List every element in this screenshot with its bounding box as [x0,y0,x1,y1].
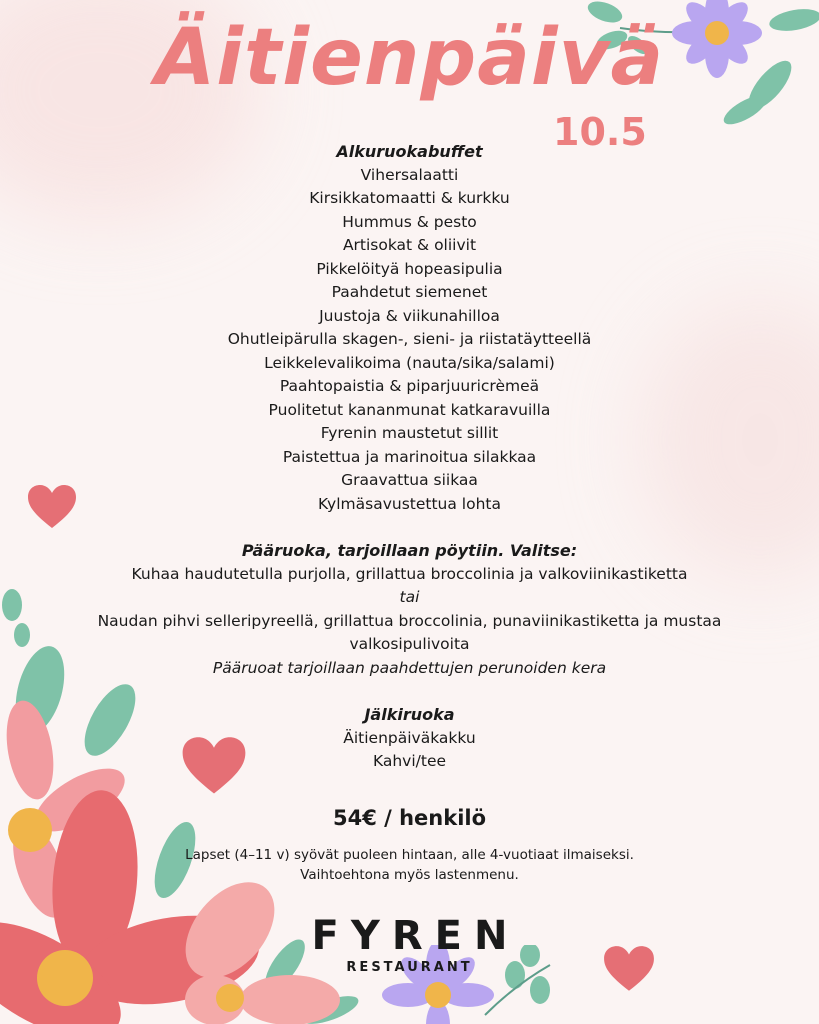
menu-item: Leikkelevalikoima (nauta/sika/salami) [264,353,555,372]
menu-item: Kahvi/tee [372,752,447,770]
restaurant-logo [0,914,819,975]
menu-item: Paistettua ja marinoitua silakkaa [282,447,537,466]
main-course-option: Naudan pihvi selleripyreellä, grillattua broccolinia, punaviinikastiketta ja mustaa [97,611,722,630]
menu-item: Fyrenin maustetut sillit [320,424,499,442]
menu-item: Paahtopaistia & piparjuuricrèmeä [279,377,540,395]
section-heading: Alkuruokabuffet [336,142,483,161]
section-heading: Jälkiruoka [364,705,455,724]
menu-item: Paahdetut siemenet [331,283,488,301]
menu-item: Kylmäsavustettua lohta [318,494,501,513]
menu-item: Pikkelöityä hopeasipulia [316,259,503,278]
logo-name: FYREN [311,913,520,959]
kids-info [0,845,819,885]
main-course-option: Kuhaa haudutetulla purjolla, grillattua broccolinia ja valkoviinikastiketta [131,564,688,583]
kids-info-line: Lapset (4–11 v) syövät puoleen hintaan, alle 4-vuotiaat ilmaiseksi. [185,847,634,863]
main-course-note: Pääruoat tarjoillaan paahdettujen perunoiden kera [212,658,607,677]
kids-info-line: Vaihtoehtona myös lastenmenu. [300,867,519,883]
menu-item: Artisokat & oliivit [342,236,477,254]
menu-item: Graavattua siikaa [341,471,478,489]
menu-item: Kirsikkatomaatti & kurkku [309,189,510,207]
page-title: Äitienpäivä [154,13,665,103]
section-heading: Pääruoka, tarjoillaan pöytiin. Valitse: [241,541,578,560]
menu-item: Ohutleipärulla skagen-, sieni- ja riistatäytteellä [227,330,592,348]
menu-item: Juustoja & viikunahilloa [319,306,500,325]
or-separator: tai [399,588,420,606]
appetizer-section [0,140,819,774]
main-course-option: valkosipulivoita [349,635,470,653]
price: 54€ / henkilö [332,806,487,830]
menu-item: Äitienpäiväkakku [343,728,476,747]
menu-item: Vihersalaatti [360,165,459,184]
logo-subtitle: RESTAURANT [346,960,473,975]
menu-item: Puolitetut kananmunat katkaravuilla [268,400,551,419]
menu-item: Hummus & pesto [342,212,477,231]
event-date: 10.5 [553,110,647,154]
